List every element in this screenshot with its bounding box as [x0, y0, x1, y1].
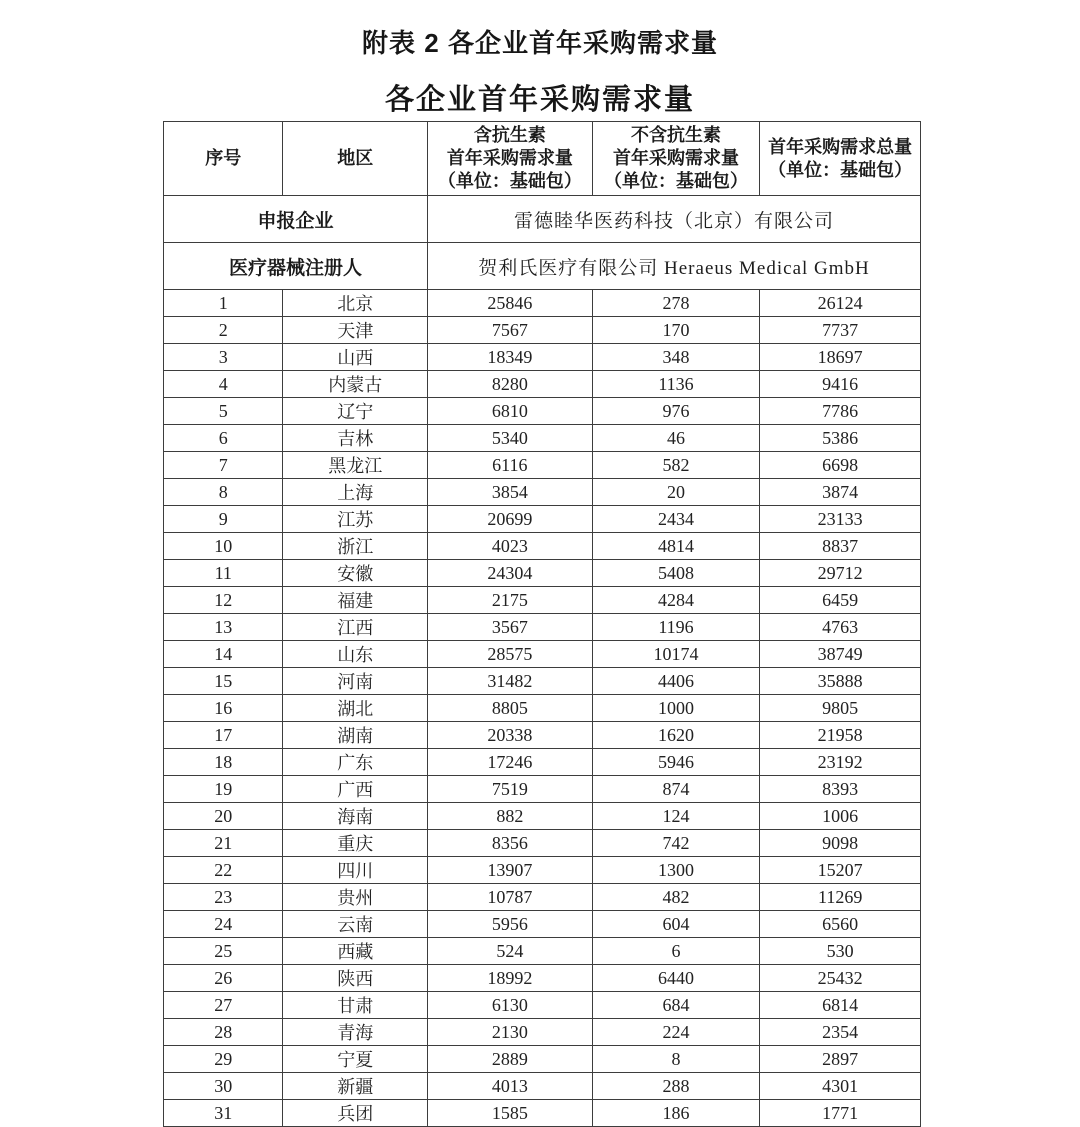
table-row	[164, 452, 921, 479]
registrant-row	[164, 243, 921, 290]
cell-with-antibiotic: 8280	[428, 371, 593, 398]
cell-without-antibiotic: 6440	[592, 965, 760, 992]
cell-region: 辽宁	[283, 398, 428, 425]
cell-seq: 30	[164, 1073, 283, 1100]
cell-with-antibiotic: 3567	[428, 614, 593, 641]
table-row	[164, 668, 921, 695]
cell-seq: 15	[164, 668, 283, 695]
cell-total: 15207	[760, 857, 921, 884]
registrant-value: 贺利氏医疗有限公司 Heraeus Medical GmbH	[428, 243, 921, 290]
registrant-label: 医疗器械注册人	[164, 243, 428, 290]
cell-without-antibiotic: 5408	[592, 560, 760, 587]
cell-seq: 28	[164, 1019, 283, 1046]
cell-seq: 14	[164, 641, 283, 668]
cell-without-antibiotic: 1000	[592, 695, 760, 722]
cell-without-antibiotic: 124	[592, 803, 760, 830]
cell-region: 湖南	[283, 722, 428, 749]
cell-total: 23133	[760, 506, 921, 533]
cell-without-antibiotic: 1620	[592, 722, 760, 749]
cell-seq: 17	[164, 722, 283, 749]
cell-without-antibiotic: 224	[592, 1019, 760, 1046]
cell-without-antibiotic: 5946	[592, 749, 760, 776]
cell-without-antibiotic: 4406	[592, 668, 760, 695]
cell-total: 8837	[760, 533, 921, 560]
cell-without-antibiotic: 170	[592, 317, 760, 344]
table-row	[164, 641, 921, 668]
cell-with-antibiotic: 6130	[428, 992, 593, 1019]
table-row	[164, 722, 921, 749]
cell-seq: 31	[164, 1100, 283, 1127]
cell-seq: 4	[164, 371, 283, 398]
cell-seq: 26	[164, 965, 283, 992]
cell-total: 3874	[760, 479, 921, 506]
header-with-antibiotic	[428, 122, 593, 196]
header-line: 首年采购需求量	[613, 148, 739, 168]
cell-total: 29712	[760, 560, 921, 587]
table-row	[164, 1046, 921, 1073]
cell-with-antibiotic: 25846	[428, 290, 593, 317]
table-row	[164, 830, 921, 857]
cell-region: 四川	[283, 857, 428, 884]
cell-total: 6459	[760, 587, 921, 614]
cell-total: 7737	[760, 317, 921, 344]
cell-region: 湖北	[283, 695, 428, 722]
cell-seq: 5	[164, 398, 283, 425]
header-line: 含抗生素	[473, 125, 546, 145]
cell-seq: 24	[164, 911, 283, 938]
applicant-row	[164, 196, 921, 243]
cell-region: 海南	[283, 803, 428, 830]
demand-table	[163, 121, 921, 1127]
cell-without-antibiotic: 1136	[592, 371, 760, 398]
cell-total: 9805	[760, 695, 921, 722]
cell-seq: 18	[164, 749, 283, 776]
cell-with-antibiotic: 6116	[428, 452, 593, 479]
table-row	[164, 371, 921, 398]
cell-region: 甘肃	[283, 992, 428, 1019]
cell-with-antibiotic: 2175	[428, 587, 593, 614]
table-row	[164, 344, 921, 371]
cell-with-antibiotic: 8805	[428, 695, 593, 722]
table-row	[164, 533, 921, 560]
cell-total: 4301	[760, 1073, 921, 1100]
table-row	[164, 776, 921, 803]
cell-seq: 9	[164, 506, 283, 533]
cell-with-antibiotic: 13907	[428, 857, 593, 884]
table-body	[164, 196, 921, 1127]
table-row	[164, 1100, 921, 1127]
cell-total: 9416	[760, 371, 921, 398]
cell-seq: 22	[164, 857, 283, 884]
cell-seq: 21	[164, 830, 283, 857]
cell-with-antibiotic: 8356	[428, 830, 593, 857]
cell-seq: 19	[164, 776, 283, 803]
cell-total: 2354	[760, 1019, 921, 1046]
cell-region: 黑龙江	[283, 452, 428, 479]
table-row	[164, 911, 921, 938]
cell-total: 4763	[760, 614, 921, 641]
header-line: （单位：基础包）	[768, 159, 913, 180]
cell-without-antibiotic: 976	[592, 398, 760, 425]
cell-total: 1771	[760, 1100, 921, 1127]
cell-without-antibiotic: 684	[592, 992, 760, 1019]
cell-seq: 10	[164, 533, 283, 560]
table-row	[164, 425, 921, 452]
cell-without-antibiotic: 10174	[592, 641, 760, 668]
cell-region: 江苏	[283, 506, 428, 533]
cell-region: 福建	[283, 587, 428, 614]
table-row	[164, 965, 921, 992]
header-line: 不含抗生素	[631, 125, 721, 145]
cell-without-antibiotic: 278	[592, 290, 760, 317]
cell-region: 青海	[283, 1019, 428, 1046]
cell-total: 25432	[760, 965, 921, 992]
cell-region: 江西	[283, 614, 428, 641]
table-row	[164, 317, 921, 344]
cell-region: 云南	[283, 911, 428, 938]
cell-seq: 8	[164, 479, 283, 506]
cell-seq: 27	[164, 992, 283, 1019]
applicant-value: 雷德睦华医药科技（北京）有限公司	[428, 196, 921, 243]
cell-seq: 25	[164, 938, 283, 965]
cell-total: 9098	[760, 830, 921, 857]
cell-with-antibiotic: 2130	[428, 1019, 593, 1046]
cell-without-antibiotic: 348	[592, 344, 760, 371]
cell-with-antibiotic: 10787	[428, 884, 593, 911]
cell-total: 6814	[760, 992, 921, 1019]
cell-seq: 12	[164, 587, 283, 614]
cell-without-antibiotic: 604	[592, 911, 760, 938]
cell-without-antibiotic: 8	[592, 1046, 760, 1073]
cell-region: 宁夏	[283, 1046, 428, 1073]
cell-total: 6698	[760, 452, 921, 479]
cell-without-antibiotic: 874	[592, 776, 760, 803]
cell-without-antibiotic: 742	[592, 830, 760, 857]
cell-without-antibiotic: 186	[592, 1100, 760, 1127]
cell-without-antibiotic: 2434	[592, 506, 760, 533]
cell-region: 重庆	[283, 830, 428, 857]
applicant-label: 申报企业	[164, 196, 428, 243]
cell-with-antibiotic: 17246	[428, 749, 593, 776]
cell-seq: 20	[164, 803, 283, 830]
cell-total: 11269	[760, 884, 921, 911]
cell-region: 上海	[283, 479, 428, 506]
header-total	[760, 122, 921, 196]
cell-with-antibiotic: 4023	[428, 533, 593, 560]
cell-with-antibiotic: 882	[428, 803, 593, 830]
cell-seq: 1	[164, 290, 283, 317]
cell-with-antibiotic: 6810	[428, 398, 593, 425]
table-row	[164, 587, 921, 614]
table-row	[164, 803, 921, 830]
cell-with-antibiotic: 7567	[428, 317, 593, 344]
cell-region: 山西	[283, 344, 428, 371]
cell-without-antibiotic: 46	[592, 425, 760, 452]
cell-seq: 7	[164, 452, 283, 479]
header-line: （单位：基础包）	[437, 171, 582, 191]
cell-with-antibiotic: 3854	[428, 479, 593, 506]
header-line: （单位：基础包）	[604, 171, 748, 191]
cell-total: 35888	[760, 668, 921, 695]
table-row	[164, 398, 921, 425]
table-row	[164, 290, 921, 317]
cell-with-antibiotic: 20699	[428, 506, 593, 533]
cell-region: 山东	[283, 641, 428, 668]
cell-with-antibiotic: 18349	[428, 344, 593, 371]
cell-region: 兵团	[283, 1100, 428, 1127]
cell-with-antibiotic: 24304	[428, 560, 593, 587]
cell-without-antibiotic: 1300	[592, 857, 760, 884]
cell-with-antibiotic: 1585	[428, 1100, 593, 1127]
cell-total: 26124	[760, 290, 921, 317]
cell-without-antibiotic: 4814	[592, 533, 760, 560]
cell-region: 北京	[283, 290, 428, 317]
table-row	[164, 749, 921, 776]
cell-total: 1006	[760, 803, 921, 830]
cell-region: 河南	[283, 668, 428, 695]
cell-total: 38749	[760, 641, 921, 668]
cell-without-antibiotic: 482	[592, 884, 760, 911]
cell-with-antibiotic: 4013	[428, 1073, 593, 1100]
cell-region: 吉林	[283, 425, 428, 452]
cell-without-antibiotic: 20	[592, 479, 760, 506]
cell-seq: 2	[164, 317, 283, 344]
page-title: 附表 2 各企业首年采购需求量	[362, 28, 718, 58]
cell-with-antibiotic: 524	[428, 938, 593, 965]
cell-seq: 29	[164, 1046, 283, 1073]
cell-total: 5386	[760, 425, 921, 452]
table-title: 各企业首年采购需求量	[384, 84, 695, 116]
table-row	[164, 1073, 921, 1100]
table-row	[164, 992, 921, 1019]
cell-total: 530	[760, 938, 921, 965]
cell-with-antibiotic: 18992	[428, 965, 593, 992]
cell-region: 浙江	[283, 533, 428, 560]
cell-region: 陕西	[283, 965, 428, 992]
table-row	[164, 938, 921, 965]
cell-region: 新疆	[283, 1073, 428, 1100]
cell-with-antibiotic: 20338	[428, 722, 593, 749]
table-row	[164, 857, 921, 884]
header-region: 地区	[283, 122, 428, 196]
header-line: 首年采购需求量	[446, 148, 573, 168]
cell-seq: 3	[164, 344, 283, 371]
table-row	[164, 884, 921, 911]
cell-total: 18697	[760, 344, 921, 371]
table-row	[164, 1019, 921, 1046]
header-seq: 序号	[164, 122, 283, 196]
cell-region: 内蒙古	[283, 371, 428, 398]
cell-with-antibiotic: 5340	[428, 425, 593, 452]
cell-with-antibiotic: 2889	[428, 1046, 593, 1073]
cell-without-antibiotic: 288	[592, 1073, 760, 1100]
cell-region: 广东	[283, 749, 428, 776]
cell-seq: 16	[164, 695, 283, 722]
cell-region: 贵州	[283, 884, 428, 911]
cell-seq: 13	[164, 614, 283, 641]
cell-seq: 11	[164, 560, 283, 587]
cell-with-antibiotic: 28575	[428, 641, 593, 668]
table-row	[164, 614, 921, 641]
table-row	[164, 560, 921, 587]
cell-with-antibiotic: 5956	[428, 911, 593, 938]
table-header-row	[164, 122, 921, 196]
cell-total: 7786	[760, 398, 921, 425]
header-line: 首年采购需求总量	[768, 136, 913, 157]
cell-seq: 23	[164, 884, 283, 911]
cell-total: 8393	[760, 776, 921, 803]
cell-total: 21958	[760, 722, 921, 749]
cell-total: 6560	[760, 911, 921, 938]
cell-region: 安徽	[283, 560, 428, 587]
cell-without-antibiotic: 4284	[592, 587, 760, 614]
cell-region: 广西	[283, 776, 428, 803]
cell-total: 2897	[760, 1046, 921, 1073]
header-without-antibiotic	[592, 122, 760, 196]
cell-with-antibiotic: 7519	[428, 776, 593, 803]
cell-total: 23192	[760, 749, 921, 776]
table-row	[164, 695, 921, 722]
cell-without-antibiotic: 1196	[592, 614, 760, 641]
cell-region: 西藏	[283, 938, 428, 965]
cell-region: 天津	[283, 317, 428, 344]
table-row	[164, 506, 921, 533]
cell-without-antibiotic: 582	[592, 452, 760, 479]
cell-with-antibiotic: 31482	[428, 668, 593, 695]
cell-without-antibiotic: 6	[592, 938, 760, 965]
table-row	[164, 479, 921, 506]
cell-seq: 6	[164, 425, 283, 452]
